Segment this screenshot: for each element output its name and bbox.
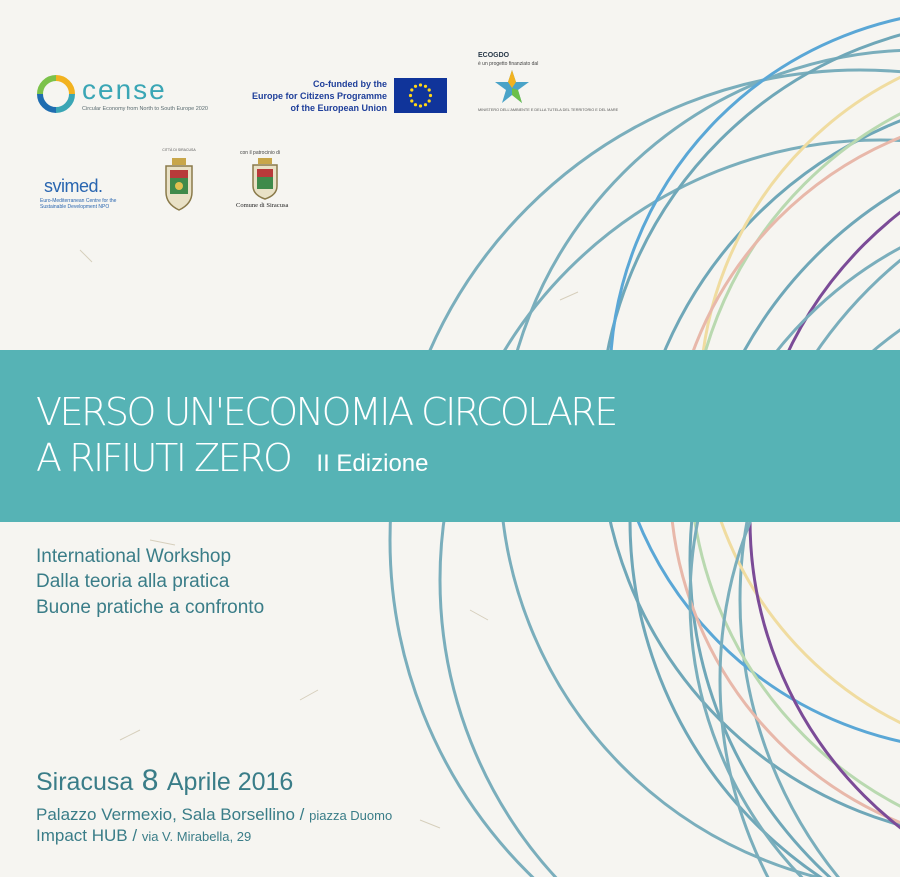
event-day: 8 bbox=[141, 764, 159, 797]
venue-1-address: piazza Duomo bbox=[309, 808, 393, 823]
main-title-line-2 bbox=[36, 436, 429, 480]
comune-name: Comune di Siracusa bbox=[236, 202, 289, 209]
patronage-label: con il patrocinio di bbox=[240, 150, 281, 156]
svimed-logo bbox=[40, 176, 130, 214]
paper-fiber bbox=[150, 540, 175, 545]
city-crest-logo bbox=[160, 148, 198, 214]
eu-cofunding-text bbox=[227, 78, 387, 114]
svimed-tagline: Euro-Mediterranean Centre for the Sustainable Development NPO bbox=[40, 198, 117, 210]
paper-fiber bbox=[560, 292, 578, 300]
eu-line-2: Europe for Citizens Programme bbox=[251, 91, 387, 101]
edition-label: II Edizione bbox=[316, 450, 429, 477]
ecogdo-ministry: MINISTERO DELL'AMBIENTE E DELLA TUTELA DEL TERRITORIO E DEL MARE bbox=[478, 108, 619, 112]
ecogdo-title: ECOGDO bbox=[478, 52, 510, 59]
venue-impact-hub bbox=[36, 826, 251, 846]
event-city: Siracusa bbox=[36, 768, 134, 796]
ecogdo-star-icon bbox=[492, 68, 532, 106]
workshop-label: International Workshop bbox=[36, 546, 232, 567]
paper-fiber bbox=[120, 730, 140, 740]
venue-palazzo-vermexio bbox=[36, 805, 392, 825]
paper-fiber bbox=[420, 820, 440, 828]
paper-fiber bbox=[80, 250, 92, 262]
main-title-line-2-text: A RIFIUTI ZERO bbox=[36, 436, 291, 480]
venue-2-name: Impact HUB / bbox=[36, 826, 138, 845]
venue-2-address: via V. Mirabella, 29 bbox=[141, 829, 252, 844]
eu-flag-icon bbox=[394, 78, 447, 113]
comune-siracusa-logo bbox=[232, 148, 302, 214]
cense-wordmark: cense bbox=[82, 74, 167, 105]
subtitle-theory-practice: Dalla teoria alla pratica bbox=[36, 571, 230, 592]
event-month-year: Aprile 2016 bbox=[166, 768, 294, 796]
eu-line-1: Co-funded by the bbox=[313, 79, 387, 89]
venue-1-name: Palazzo Vermexio, Sala Borsellino / bbox=[36, 805, 305, 824]
eu-cofunding-logo bbox=[232, 78, 447, 116]
city-crest-caption: CITTÀ DI SIRACUSA bbox=[162, 148, 196, 152]
paper-fiber bbox=[300, 690, 318, 700]
comune-crest-icon bbox=[250, 158, 280, 200]
coat-of-arms-icon bbox=[162, 158, 196, 214]
ecogdo-logo bbox=[478, 52, 619, 120]
event-date bbox=[36, 764, 293, 798]
main-title-line-1: VERSO UN'ECONOMIA CIRCOLARE bbox=[36, 390, 616, 434]
cense-tagline: Circular Economy from North to South Europe 2020 bbox=[82, 106, 208, 112]
circle-ring bbox=[690, 200, 900, 877]
svimed-wordmark: svimed. bbox=[44, 176, 103, 196]
paper-fiber bbox=[470, 610, 488, 620]
ecogdo-subtitle: è un progetto finanziato dal bbox=[478, 61, 539, 67]
cense-swirl-icon bbox=[36, 74, 76, 114]
cense-logo bbox=[36, 72, 211, 118]
subtitle-good-practices: Buone pratiche a confronto bbox=[36, 597, 265, 618]
eu-line-3: of the European Union bbox=[290, 103, 387, 113]
